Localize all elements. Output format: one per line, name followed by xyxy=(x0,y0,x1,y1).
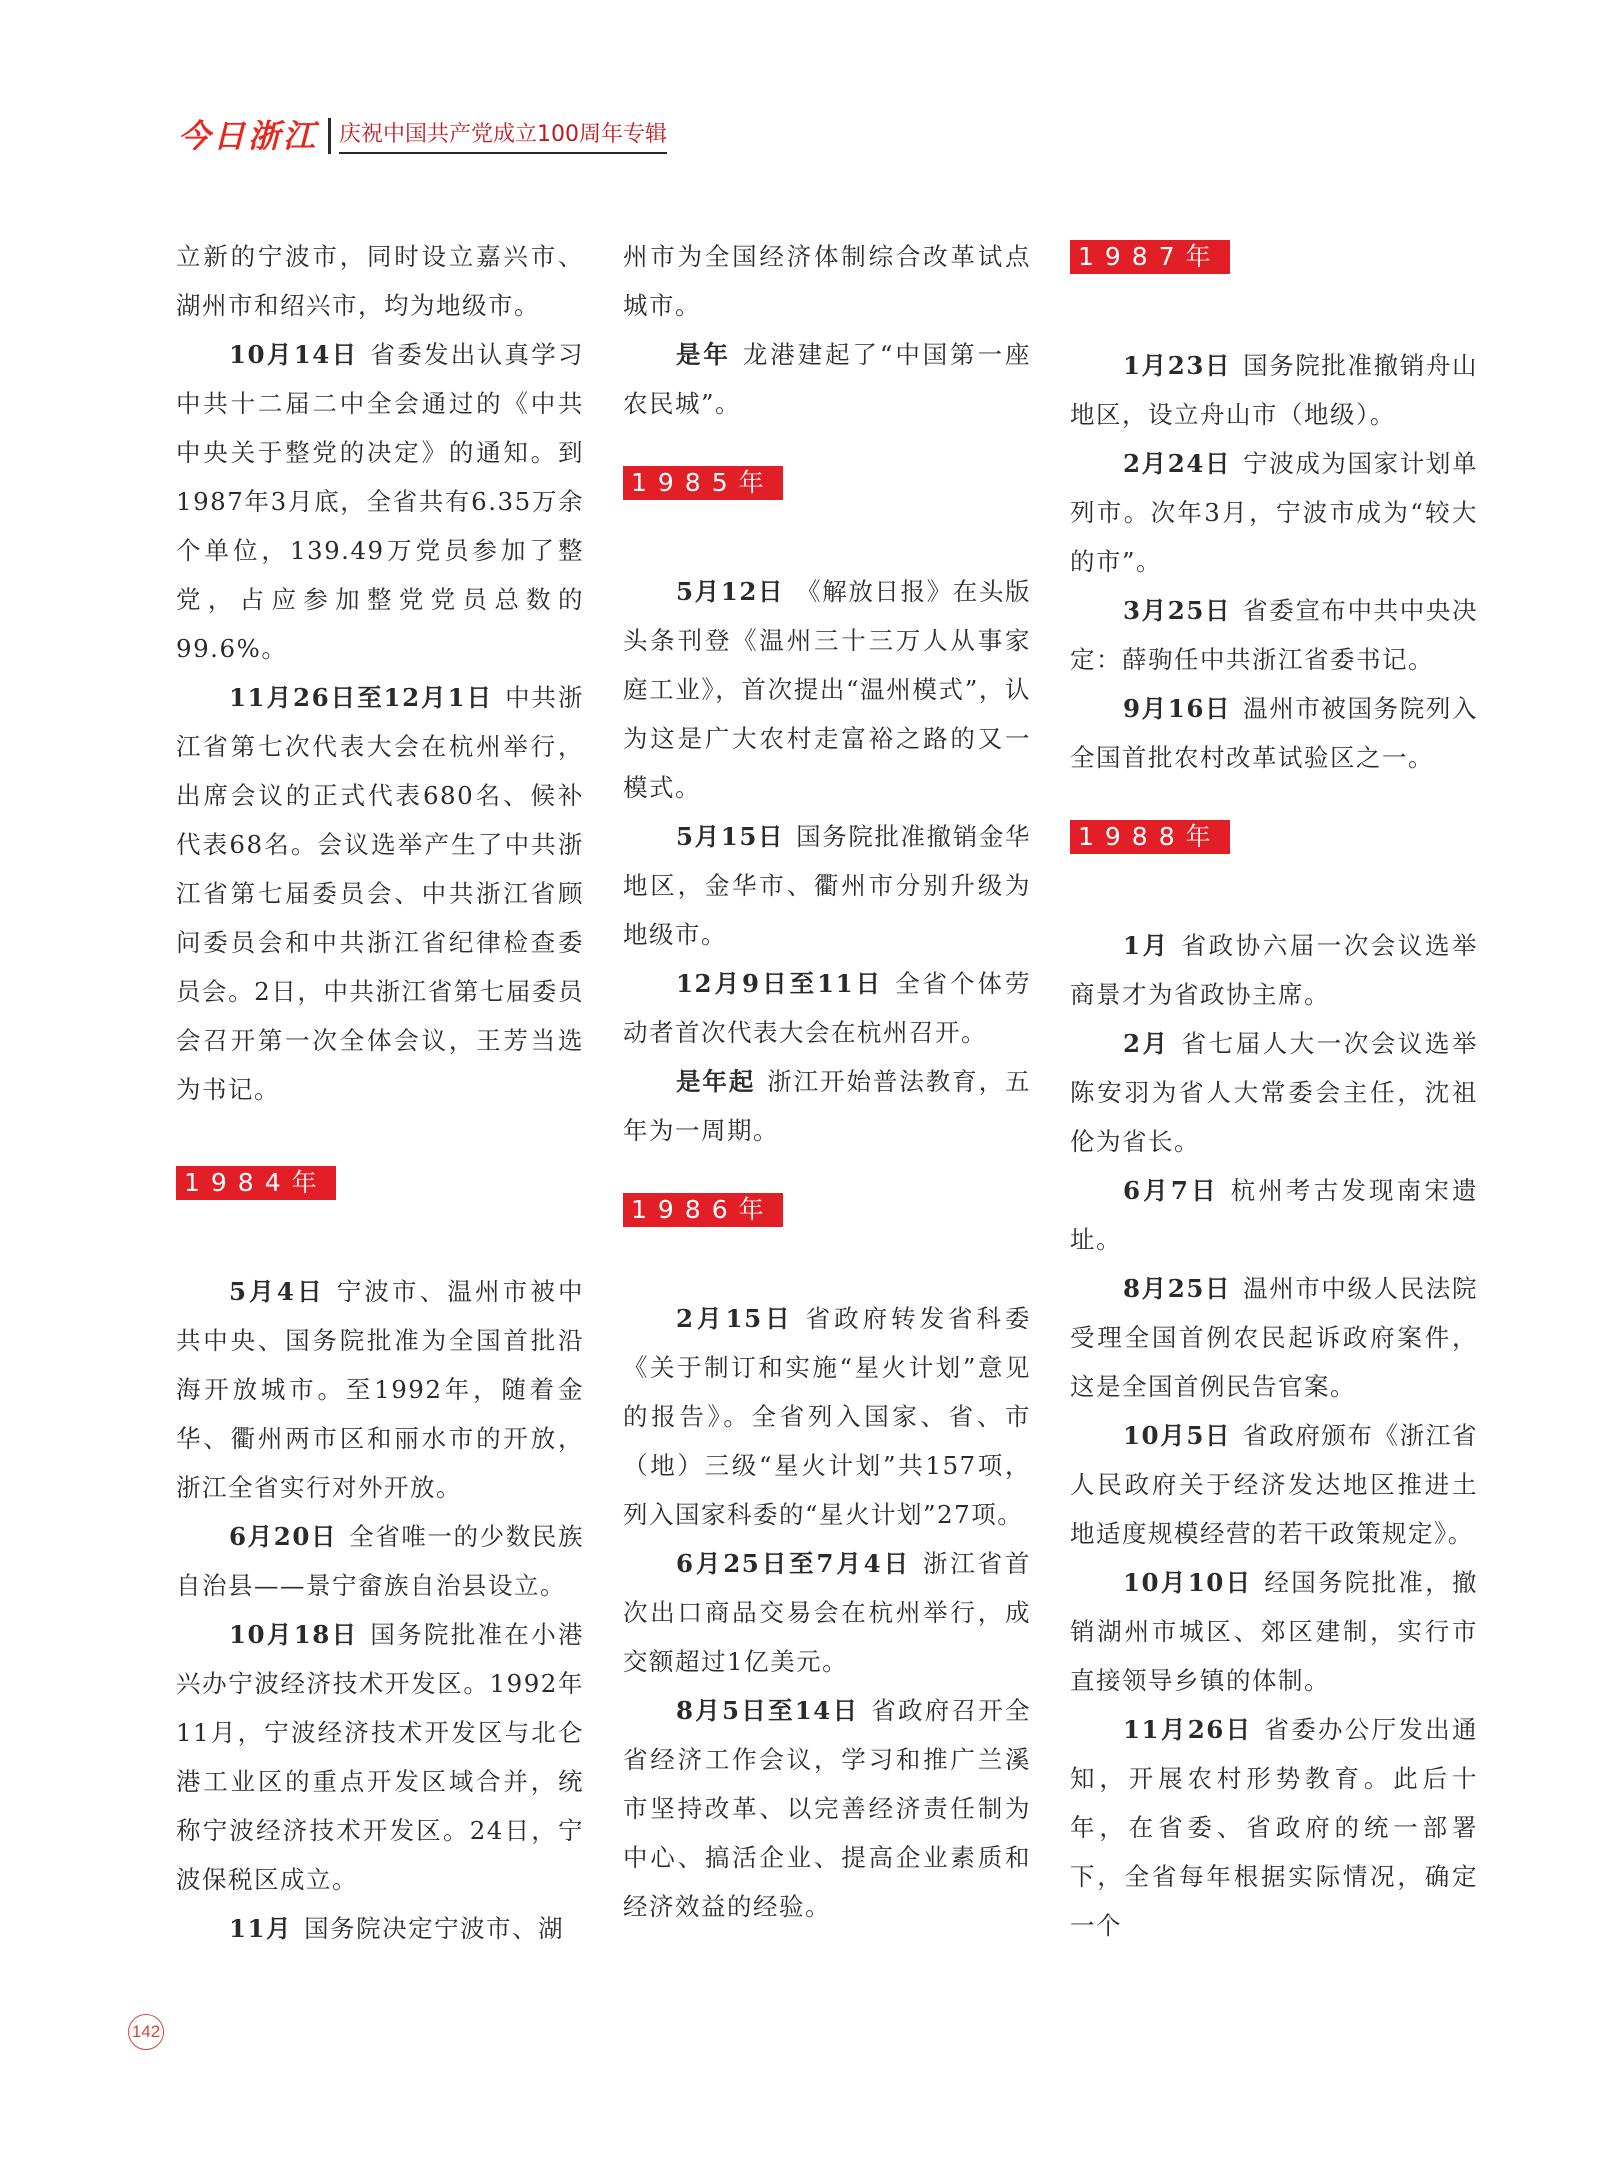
page-number: 142 xyxy=(128,2014,164,2050)
event-entry xyxy=(623,1539,1031,1686)
event-date: 2月24日 xyxy=(1123,449,1232,478)
event-entry xyxy=(1070,1705,1478,1950)
event-text: 省委办公厅发出通知，开展农村形势教育。此后十年，在省委、省政府的统一部署下，全省每年根据实际情况，确定一个 xyxy=(1070,1715,1478,1940)
event-date: 11月26日 xyxy=(1123,1715,1253,1744)
event-entry xyxy=(176,1512,584,1610)
year-label: 1986年 xyxy=(623,1193,783,1227)
year-label: 1987年 xyxy=(1070,240,1230,274)
event-entry xyxy=(176,1610,584,1904)
event-text: 温州市中级人民法院受理全国首例农民起诉政府案件，这是全国首例民告官案。 xyxy=(1070,1274,1478,1401)
year-heading-1985 xyxy=(623,466,1031,500)
event-date: 11月26日至12月1日 xyxy=(229,683,494,712)
event-date: 1月 xyxy=(1123,931,1170,960)
event-text: 中共浙江省第七次代表大会在杭州举行，出席会议的正式代表680名、候补代表68名。会议选举产生了中共浙江省第七届委员会、中共浙江省顾问委员会和中共浙江省纪律检查委员会。2日，中共浙江省第七届委员会召开第一次全体会议，王芳当选为书记。 xyxy=(176,683,584,1104)
event-date: 12月9日至11日 xyxy=(676,969,884,998)
event-date: 8月25日 xyxy=(1123,1274,1232,1303)
event-text: 温州市被国务院列入全国首批农村改革试验区之一。 xyxy=(1070,694,1478,772)
event-entry xyxy=(1070,341,1478,439)
event-text: 省政府转发省科委《关于制订和实施“星火计划”意见的报告》。全省列入国家、省、市（地）三级“星火计划”共157项，列入国家科委的“星火计划”27项。 xyxy=(623,1304,1031,1529)
event-date: 5月4日 xyxy=(229,1277,325,1306)
event-date: 10月14日 xyxy=(229,340,359,369)
event-date: 8月5日至14日 xyxy=(676,1696,860,1725)
event-text: 省七届人大一次会议选举陈安羽为省人大常委会主任，沈祖伦为省长。 xyxy=(1070,1029,1478,1156)
year-heading-1987 xyxy=(1070,240,1478,274)
year-heading-1986 xyxy=(623,1193,1031,1227)
event-date: 2月 xyxy=(1123,1029,1170,1058)
event-date: 10月10日 xyxy=(1123,1568,1253,1597)
event-text: 省政府召开全省经济工作会议，学习和推广兰溪市坚持改革、以完善经济责任制为中心、搞活企业、提高企业素质和经济效益的经验。 xyxy=(623,1696,1031,1921)
event-date: 11月 xyxy=(229,1914,293,1943)
event-date: 6月25日至7月4日 xyxy=(676,1549,911,1578)
year-label: 1984年 xyxy=(176,1166,336,1200)
event-entry xyxy=(623,1057,1031,1155)
event-date: 是年 xyxy=(676,340,731,369)
event-text: 《解放日报》在头版头条刊登《温州三十三万人从事家庭工业》，首次提出“温州模式”，认为这是广大农村走富裕之路的又一模式。 xyxy=(623,577,1031,802)
event-entry xyxy=(623,1686,1031,1931)
event-date: 3月25日 xyxy=(1123,596,1232,625)
event-entry xyxy=(623,567,1031,812)
event-text: 国务院批准撤销舟山地区，设立舟山市（地级）。 xyxy=(1070,351,1478,429)
event-text: 龙港建起了“中国第一座农民城”。 xyxy=(623,340,1031,418)
event-date: 9月16日 xyxy=(1123,694,1232,723)
year-label: 1988年 xyxy=(1070,820,1230,854)
event-entry xyxy=(1070,684,1478,782)
column-2 xyxy=(623,232,1031,1931)
paragraph: 立新的宁波市，同时设立嘉兴市、湖州市和绍兴市，均为地级市。 xyxy=(176,242,584,320)
event-text: 杭州考古发现南宋遗址。 xyxy=(1070,1176,1478,1254)
event-entry xyxy=(176,1267,584,1512)
event-text: 宁波成为国家计划单列市。次年3月，宁波市成为“较大的市”。 xyxy=(1070,449,1478,576)
header-divider xyxy=(328,118,331,154)
paragraph: 州市为全国经济体制综合改革试点城市。 xyxy=(623,242,1031,320)
event-entry xyxy=(1070,586,1478,684)
event-entry xyxy=(1070,1264,1478,1411)
event-text: 省政协六届一次会议选举商景才为省政协主席。 xyxy=(1070,931,1478,1009)
year-label: 1985年 xyxy=(623,466,783,500)
event-entry xyxy=(1070,1558,1478,1705)
event-date: 6月7日 xyxy=(1123,1176,1219,1205)
event-text: 宁波市、温州市被中共中央、国务院批准为全国首批沿海开放城市。至1992年，随着金华、衢州两市区和丽水市的开放，浙江全省实行对外开放。 xyxy=(176,1277,584,1502)
event-text: 浙江开始普法教育，五年为一周期。 xyxy=(623,1067,1031,1145)
magazine-logo: 今日浙江 xyxy=(178,117,319,155)
event-entry xyxy=(176,673,584,1114)
column-1 xyxy=(176,232,584,1953)
event-text: 省委发出认真学习中共十二届二中全会通过的《中共中央关于整党的决定》的通知。到1987年3月底，全省共有6.35万余个单位，139.49万党员参加了整党，占应参加整党党员总数的99.6%。 xyxy=(176,340,584,663)
event-text: 经国务院批准，撤销湖州市城区、郊区建制，实行市直接领导乡镇的体制。 xyxy=(1070,1568,1478,1695)
event-entry xyxy=(176,1904,584,1953)
event-text: 全省个体劳动者首次代表大会在杭州召开。 xyxy=(623,969,1031,1047)
event-entry xyxy=(623,330,1031,428)
event-date: 6月20日 xyxy=(229,1522,338,1551)
event-date: 1月23日 xyxy=(1123,351,1232,380)
event-date: 5月12日 xyxy=(676,577,785,606)
year-heading-1984 xyxy=(176,1166,584,1200)
event-entry xyxy=(623,812,1031,959)
event-entry xyxy=(1070,1019,1478,1166)
event-date: 10月5日 xyxy=(1123,1421,1232,1450)
event-text: 国务院批准撤销金华地区，金华市、衢州市分别升级为地级市。 xyxy=(623,822,1031,949)
event-date: 2月15日 xyxy=(676,1304,794,1333)
event-entry xyxy=(1070,1166,1478,1264)
event-text: 省政府颁布《浙江省人民政府关于经济发达地区推进土地适度规模经营的若干政策规定》。 xyxy=(1070,1421,1478,1548)
event-entry xyxy=(1070,921,1478,1019)
header-title: 庆祝中国共产党成立100周年专辑 xyxy=(339,120,667,154)
event-date: 10月18日 xyxy=(229,1620,359,1649)
event-text: 全省唯一的少数民族自治县——景宁畲族自治县设立。 xyxy=(176,1522,584,1600)
event-date: 是年起 xyxy=(676,1067,756,1096)
page-header xyxy=(178,118,667,154)
event-date: 5月15日 xyxy=(676,822,785,851)
event-text: 省委宣布中共中央决定：薛驹任中共浙江省委书记。 xyxy=(1070,596,1478,674)
column-3 xyxy=(1070,232,1478,1950)
event-entry xyxy=(176,330,584,673)
event-entry xyxy=(1070,439,1478,586)
event-text: 浙江省首次出口商品交易会在杭州举行，成交额超过1亿美元。 xyxy=(623,1549,1031,1676)
event-entry xyxy=(623,1294,1031,1539)
event-entry xyxy=(623,959,1031,1057)
year-heading-1988 xyxy=(1070,820,1478,854)
event-text: 国务院批准在小港兴办宁波经济技术开发区。1992年11月，宁波经济技术开发区与北仑港工业区的重点开发区域合并，统称宁波经济技术开发区。24日，宁波保税区成立。 xyxy=(176,1620,584,1894)
event-text: 国务院决定宁波市、湖 xyxy=(304,1914,565,1943)
event-entry xyxy=(1070,1411,1478,1558)
